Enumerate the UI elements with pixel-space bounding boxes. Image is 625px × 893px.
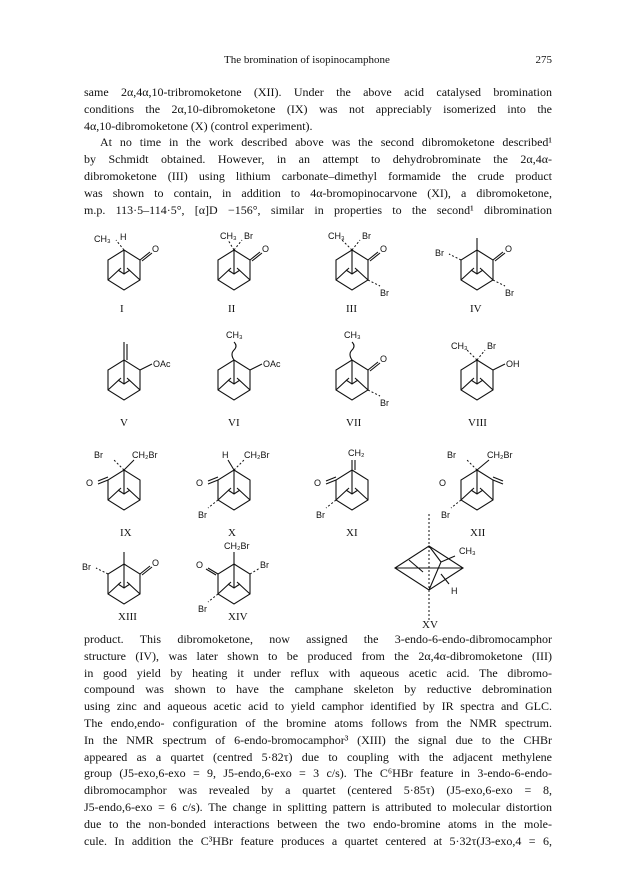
- atom-br: Br: [447, 450, 456, 460]
- atom-br: Br: [198, 510, 207, 520]
- text-line: At no time in the work described above was the second dibromoketone described¹: [100, 135, 552, 150]
- atom-ch2: CH₂: [348, 448, 365, 458]
- top-paragraph: [84, 84, 552, 218]
- running-title: The bromination of isopinocamphone: [224, 54, 390, 66]
- structure-IX: [86, 450, 158, 510]
- structure-XIV: [196, 541, 269, 614]
- label-XIV: XIV: [228, 611, 248, 623]
- label-XV: XV: [422, 619, 438, 631]
- atom-br: Br: [505, 288, 514, 298]
- atom-ch2br: CH₂Br: [132, 450, 158, 460]
- atom-o: O: [196, 478, 204, 488]
- label-X: X: [228, 527, 236, 539]
- label-I: I: [120, 303, 124, 315]
- structure-II: [218, 231, 269, 290]
- atom-br: Br: [380, 288, 389, 298]
- text-line: due to the non-bonded interactions between the two endo-bromine atoms in the mole-: [84, 816, 552, 831]
- atom-br: Br: [260, 560, 269, 570]
- text-line: J5-endo,6-exo = 6 c/s). The change in splitting pattern is attributed to molecular distortion: [84, 799, 552, 814]
- text-line: same 2α,4α,10-tribromoketone (XII). Under the above acid catalysed bromination: [84, 85, 552, 99]
- label-IV: IV: [470, 303, 482, 315]
- structure-XIII: [82, 552, 159, 604]
- label-VIII: VIII: [468, 417, 487, 429]
- atom-oh: OH: [506, 359, 520, 369]
- atom-o: O: [86, 478, 94, 488]
- atom-o: O: [380, 354, 388, 364]
- structure-VII: [336, 330, 389, 408]
- atom-br: Br: [198, 604, 207, 614]
- atom-ch3: CH₃: [220, 231, 237, 241]
- atom-br: Br: [435, 248, 444, 258]
- atom-ch2br: CH₂Br: [487, 450, 513, 460]
- structure-III: [328, 231, 389, 298]
- atom-ch3: CH₃: [328, 231, 345, 241]
- page-number: 275: [535, 54, 552, 66]
- label-XIII: XIII: [118, 611, 137, 623]
- atom-o: O: [262, 244, 270, 254]
- structure-XV: [395, 514, 476, 622]
- label-XI: XI: [346, 527, 358, 539]
- text-line: structure (IV), was later shown to be produced from the 2α,4α-dibromoketone (III): [84, 648, 552, 663]
- text-line: dibromoketone (III) using lithium carbonate–dimethyl formamide the crude product: [84, 168, 552, 183]
- atom-oac: OAc: [263, 359, 281, 369]
- atom-ch3: CH₃: [459, 546, 476, 556]
- running-header: [84, 54, 552, 70]
- text-line: cule. In addition the C³HBr feature produces a quartet centered at 5·32τ(J3-exo,4 = 6,: [84, 833, 552, 848]
- text-line: using zinc and aqueous acetic acid to yield camphor identified by IR spectra and GLC.: [84, 699, 552, 714]
- atom-ch3: CH₃: [94, 234, 111, 244]
- label-IX: IX: [120, 527, 132, 539]
- text-line: by Schmidt obtained. However, in an attempt to dehydrobrominate the 2α,4α-: [84, 152, 552, 167]
- atom-ch3: CH₃: [451, 341, 468, 351]
- atom-o: O: [439, 478, 447, 488]
- atom-ch2br: CH₂Br: [224, 541, 250, 551]
- structure-X: [196, 450, 270, 520]
- structure-VIII: [451, 341, 520, 400]
- atom-o: O: [314, 478, 322, 488]
- label-III: III: [346, 303, 357, 315]
- atom-o: O: [505, 244, 513, 254]
- atom-o: O: [152, 558, 160, 568]
- atom-ch3: CH₃: [344, 330, 361, 340]
- label-V: V: [120, 417, 128, 429]
- structure-I: [94, 232, 159, 290]
- text-line: product. This dibromoketone, now assigned the 3-endo-6-endo-dibromocamphor: [84, 632, 552, 646]
- atom-o: O: [152, 244, 160, 254]
- text-line: m.p. 113·5–114·5°, [α]D −156°, similar in properties to the second¹ dibromination: [84, 202, 552, 217]
- atom-br: Br: [94, 450, 103, 460]
- label-II: II: [228, 303, 236, 315]
- label-VII: VII: [346, 417, 362, 429]
- atom-h: H: [451, 586, 458, 596]
- atom-o: O: [380, 244, 388, 254]
- bottom-paragraph: [84, 631, 552, 849]
- atom-h: H: [120, 232, 127, 242]
- atom-br: Br: [82, 562, 91, 572]
- structure-XI: [314, 448, 368, 520]
- atom-br: Br: [244, 231, 253, 241]
- atom-ch3: CH₃: [226, 330, 243, 340]
- structure-IV: [435, 238, 514, 298]
- text-line: The endo,endo- configuration of the bromine atoms follows from the NMR spectrum.: [84, 715, 552, 730]
- atom-br: Br: [441, 510, 450, 520]
- text-line: in good yield by heating it under reflux with aqueous acetic acid. The dibromo-: [84, 665, 552, 680]
- text-line: 4α,10-dibromoketone (X) (control experiment).: [84, 118, 313, 133]
- label-VI: VI: [228, 417, 240, 429]
- text-line: In the NMR spectrum of 6-endo-bromocamphor³ (XIII) the signal due to the CHBr: [84, 732, 552, 747]
- atom-ch2br: CH₂Br: [244, 450, 270, 460]
- text-line: appeared as a quartet (centred 5·82τ) due to coupling with the adjacent methylene: [84, 749, 552, 764]
- label-XII: XII: [470, 527, 486, 539]
- text-line: compound was shown to have the camphane skeleton by reductive debromination: [84, 682, 552, 697]
- structure-VI: [218, 330, 281, 400]
- structure-diagrams: [82, 228, 554, 631]
- text-line: group (J5-exo,6-exo = 9, J5-endo,6-exo = 3 c/s). The C⁶HBr feature in 3-endo-6-endo-: [84, 766, 552, 781]
- text-line: dibromocamphor was revealed by a quartet (centered 5·85τ) (J5-exo,6-exo = 8,: [84, 783, 552, 798]
- text-line: was shown to contain, in addition to 4α-bromopinocarvone (XI), a dibromoketone,: [84, 185, 552, 200]
- atom-oac: OAc: [153, 359, 171, 369]
- structure-V: [108, 342, 171, 400]
- text-line: conditions the 2α,10-dibromoketone (IX) was not appreciably isomerized into the: [84, 101, 552, 116]
- atom-br: Br: [316, 510, 325, 520]
- atom-br: Br: [487, 341, 496, 351]
- atom-br: Br: [362, 231, 371, 241]
- structure-XII: [439, 450, 513, 520]
- atom-h: H: [222, 450, 229, 460]
- atom-o: O: [196, 560, 204, 570]
- atom-br: Br: [380, 398, 389, 408]
